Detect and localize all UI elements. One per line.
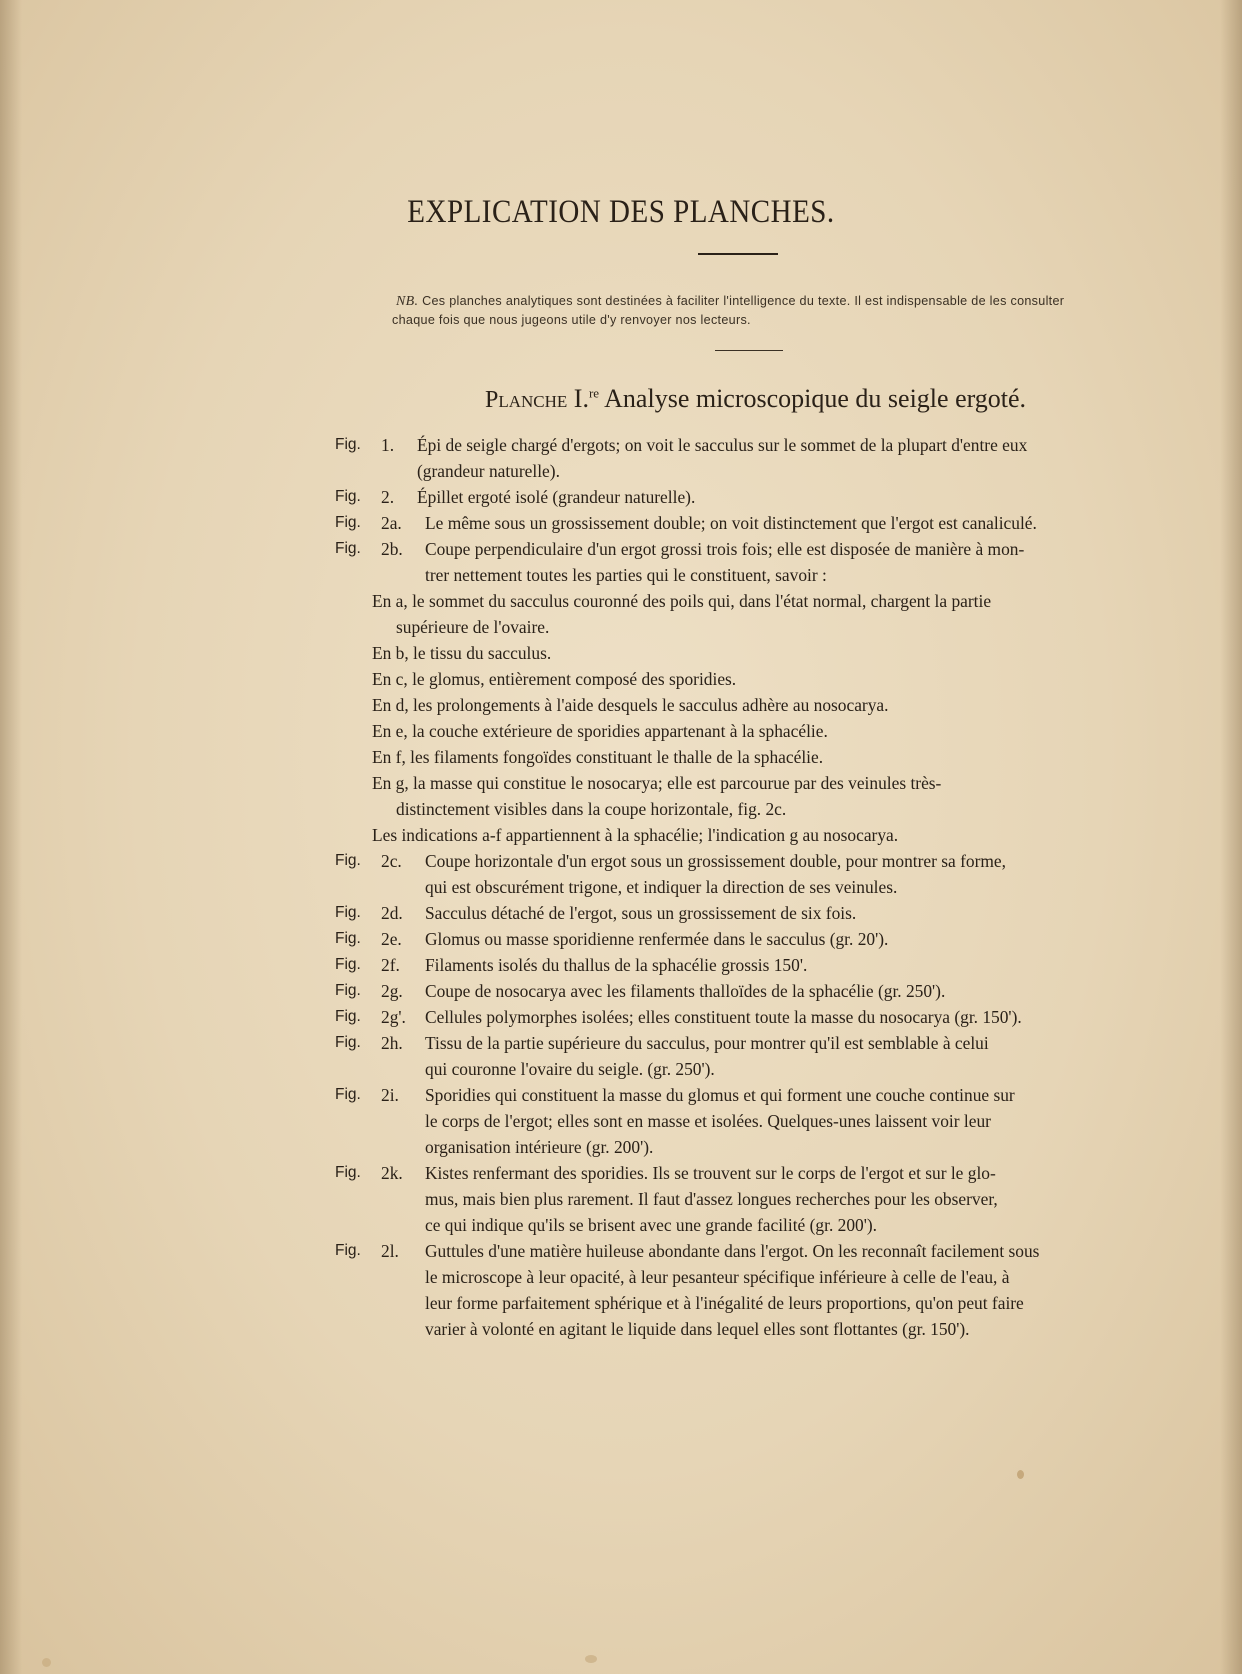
fig-label: Fig.: [335, 1034, 361, 1051]
entry-text-line: (grandeur naturelle).: [417, 461, 560, 481]
entry-text-line: leur forme parfaitement sphérique et à l'inégalité de leurs proportions, qu'on peut faire: [425, 1293, 1024, 1313]
page-edge-left: [0, 0, 22, 1674]
entry-text-line: supérieure de l'ovaire.: [396, 617, 550, 637]
fig-number: 2k.: [381, 1163, 403, 1183]
section-detail: [335, 666, 1130, 692]
fig-number: 2a.: [381, 513, 402, 533]
page-title: EXPLICATION DES PLANCHES.: [407, 194, 835, 230]
section-detail: [335, 770, 1130, 822]
foxing-spot: [42, 1658, 51, 1667]
figure-entries: [335, 432, 1130, 1342]
entry-text-line: En a, le sommet du sacculus couronné des poils qui, dans l'état normal, chargent la partie: [372, 591, 992, 611]
section-detail: [335, 822, 1130, 848]
figure-entry: [335, 484, 1130, 510]
page-edge-right: [1220, 0, 1242, 1674]
figure-entry: [335, 1082, 1130, 1160]
entry-text-line: varier à volonté en agitant le liquide dans lequel elles sont flottantes (gr. 150').: [425, 1319, 970, 1339]
entry-text-line: organisation intérieure (gr. 200').: [425, 1137, 654, 1157]
fig-number: 2b.: [381, 539, 403, 559]
figure-entry: [335, 1238, 1130, 1342]
entry-text-line: Coupe perpendiculaire d'un ergot grossi trois fois; elle est disposée de manière à mon-: [425, 539, 1025, 559]
entry-text-line: Glomus ou masse sporidienne renfermée dans le sacculus (gr. 20').: [425, 929, 889, 949]
figure-entry: [335, 432, 1130, 484]
entry-text-line: Coupe horizontale d'un ergot sous un grossissement double, pour montrer sa forme,: [425, 851, 1006, 871]
plate-sup: re: [588, 385, 600, 401]
entry-text-line: Sporidies qui constituent la masse du glomus et qui forment une couche continue sur: [425, 1085, 1015, 1105]
entry-text-line: Les indications a-f appartiennent à la sphacélie; l'indication g au nosocarya.: [372, 825, 899, 845]
fig-label: Fig.: [335, 1242, 361, 1259]
entry-text-line: En e, la couche extérieure de sporidies appartenant à la sphacélie.: [372, 721, 828, 741]
entry-text-line: Épi de seigle chargé d'ergots; on voit le sacculus sur le sommet de la plupart d'entre eux: [417, 435, 1028, 455]
entry-text-line: distinctement visibles dans la coupe horizontale, fig. 2c.: [396, 799, 787, 819]
fig-number: 2.: [381, 487, 395, 507]
title-rule: [698, 253, 778, 255]
entry-text-line: le microscope à leur opacité, à leur pesanteur spécifique inférieure à celle de l'eau, à: [425, 1267, 1010, 1287]
foxing-spot: [1017, 1470, 1024, 1479]
note-label: NB.: [396, 294, 419, 309]
entry-text-line: Épillet ergoté isolé (grandeur naturelle).: [417, 487, 696, 507]
section-detail: [335, 744, 1130, 770]
entry-text-line: Sacculus détaché de l'ergot, sous un grossissement de six fois.: [425, 903, 857, 923]
entry-text-line: le corps de l'ergot; elles sont en masse et isolées. Quelques-unes laissent voir leur: [425, 1111, 991, 1131]
fig-number: 1.: [381, 435, 395, 455]
entry-text-line: En f, les filaments fongoïdes constituant le thalle de la sphacélie.: [372, 747, 824, 767]
fig-label: Fig.: [335, 488, 361, 505]
plate-label: Planche: [485, 387, 568, 413]
fig-number: 2d.: [381, 903, 403, 923]
figure-entry: [335, 536, 1130, 588]
entry-text-line: Le même sous un grossissement double; on voit distinctement que l'ergot est canaliculé.: [425, 513, 1037, 533]
fig-number: 2g'.: [381, 1007, 406, 1027]
entry-text-line: En g, la masse qui constitue le nosocarya; elle est parcourue par des veinules très-: [372, 773, 942, 793]
entry-text-line: En c, le glomus, entièrement composé des sporidies.: [372, 669, 737, 689]
entry-text-line: mus, mais bien plus rarement. Il faut d'assez longues recherches pour les observer,: [425, 1189, 998, 1209]
entry-text-line: ce qui indique qu'ils se brisent avec une grande facilité (gr. 200').: [425, 1215, 877, 1235]
entry-text-line: Coupe de nosocarya avec les filaments thalloïdes de la sphacélie (gr. 250').: [425, 981, 946, 1001]
fig-label: Fig.: [335, 540, 361, 557]
figure-entry: [335, 848, 1130, 900]
fig-number: 2g.: [381, 981, 403, 1001]
entry-text-line: qui couronne l'ovaire du seigle. (gr. 250').: [425, 1059, 715, 1079]
entry-text-line: Filaments isolés du thallus de la sphacélie grossis 150'.: [425, 955, 808, 975]
figure-entry: [335, 926, 1130, 952]
section-detail: [335, 718, 1130, 744]
fig-number: 2c.: [381, 851, 402, 871]
fig-label: Fig.: [335, 982, 361, 999]
figure-entry: [335, 1030, 1130, 1082]
note-text-1: Ces planches analytiques sont destinées à faciliter l'intelligence du texte. Il est indispensable de les consulter: [422, 294, 1065, 308]
figure-entry: [335, 1004, 1130, 1030]
fig-label: Fig.: [335, 1086, 361, 1103]
entry-text-line: qui est obscurément trigone, et indiquer la direction de ses veinules.: [425, 877, 898, 897]
plate-title: Analyse microscopique du seigle ergoté.: [604, 384, 1027, 413]
note-rule: [715, 350, 783, 351]
fig-label: Fig.: [335, 514, 361, 531]
figure-entry: [335, 952, 1130, 978]
fig-number: 2e.: [381, 929, 402, 949]
fig-label: Fig.: [335, 930, 361, 947]
fig-label: Fig.: [335, 852, 361, 869]
entry-text-line: En b, le tissu du sacculus.: [372, 643, 552, 663]
fig-label: Fig.: [335, 956, 361, 973]
entry-text-line: Cellules polymorphes isolées; elles constituent toute la masse du nosocarya (gr. 150').: [425, 1007, 1022, 1027]
foxing-spot: [585, 1655, 597, 1663]
figure-entry: [335, 510, 1130, 536]
section-detail: [335, 588, 1130, 640]
fig-number: 2i.: [381, 1085, 399, 1105]
entry-text-line: Kistes renfermant des sporidies. Ils se trouvent sur le corps de l'ergot et sur le glo-: [425, 1163, 996, 1183]
fig-number: 2h.: [381, 1033, 403, 1053]
note-line-2: chaque fois que nous jugeons utile d'y renvoyer nos lecteurs.: [392, 313, 751, 327]
section-detail: [335, 640, 1130, 666]
entry-text-line: Tissu de la partie supérieure du sacculus, pour montrer qu'il est semblable à celui: [425, 1033, 989, 1053]
plate-heading: [485, 384, 1045, 414]
fig-label: Fig.: [335, 436, 361, 453]
fig-number: 2f.: [381, 955, 400, 975]
note-line-1: [396, 292, 1181, 311]
figure-entry: [335, 900, 1130, 926]
editorial-note: [392, 292, 1181, 330]
figure-entry: [335, 1160, 1130, 1238]
fig-label: Fig.: [335, 1008, 361, 1025]
fig-label: Fig.: [335, 904, 361, 921]
plate-numeral: I.: [573, 384, 589, 413]
entry-text-line: Guttules d'une matière huileuse abondante dans l'ergot. On les reconnaît facilement sous: [425, 1241, 1040, 1261]
section-detail: [335, 692, 1130, 718]
figure-entry: [335, 978, 1130, 1004]
entry-text-line: En d, les prolongements à l'aide desquels le sacculus adhère au nosocarya.: [372, 695, 889, 715]
fig-number: 2l.: [381, 1241, 399, 1261]
fig-label: Fig.: [335, 1164, 361, 1181]
entry-text-line: trer nettement toutes les parties qui le constituent, savoir :: [425, 565, 827, 585]
